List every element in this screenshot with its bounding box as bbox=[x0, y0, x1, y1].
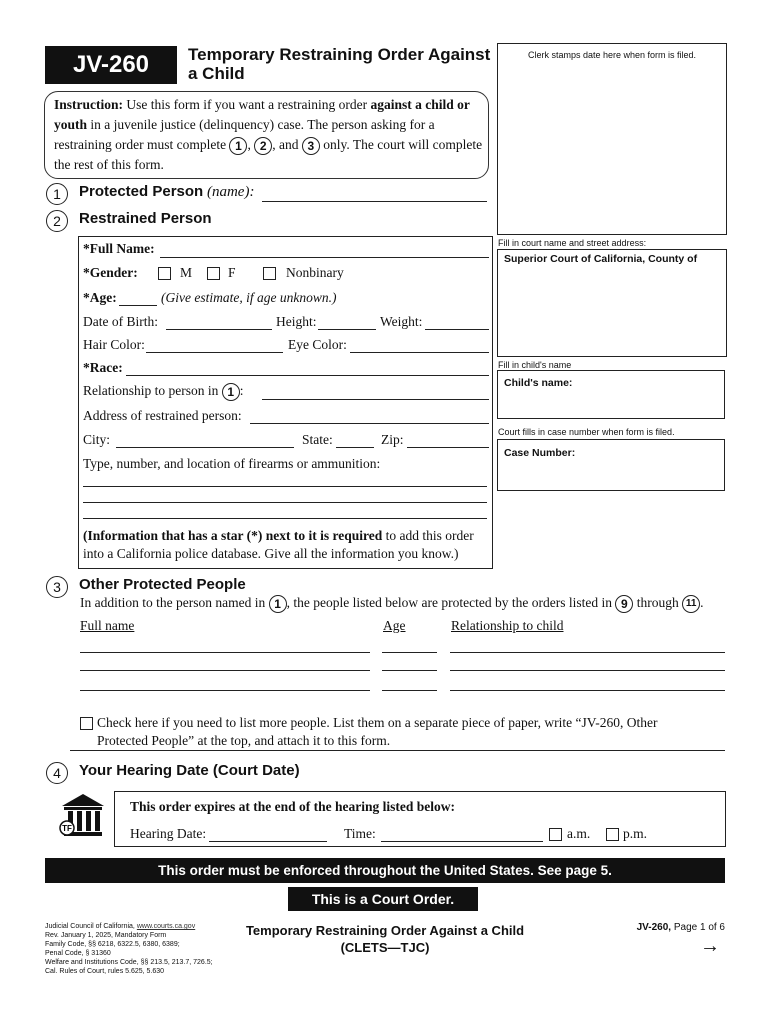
age-hint: (Give estimate, if age unknown.) bbox=[161, 290, 337, 305]
instruction-text-1: Use this form if you want a restraining order bbox=[126, 97, 368, 112]
more-people-text: Check here if you need to list more people. List them on a separate piece of paper, write “JV-260, Other Protected People” at the top, and attach it to this form. bbox=[97, 715, 658, 748]
more-people-checkbox[interactable] bbox=[80, 717, 93, 730]
footer-rev: Rev. January 1, 2025, Mandatory Form bbox=[45, 932, 167, 939]
full-name-label: *Full Name: bbox=[83, 241, 155, 256]
ref-item-1: 1 bbox=[229, 137, 247, 155]
gender-m-checkbox[interactable] bbox=[158, 267, 171, 280]
gender-f-label: F bbox=[228, 265, 236, 280]
other-rel-field-3[interactable] bbox=[450, 690, 725, 691]
clerk-stamp-box bbox=[497, 43, 727, 235]
zip-field[interactable] bbox=[407, 447, 489, 448]
pm-label: p.m. bbox=[623, 826, 648, 841]
other-rel-field-1[interactable] bbox=[450, 652, 725, 653]
ref-item-1: 1 bbox=[269, 595, 287, 613]
gender-nonbinary-label: Nonbinary bbox=[286, 265, 344, 280]
firearms-label: Type, number, and location of firearms or ammunition: bbox=[83, 456, 381, 471]
required-info-bold: (Information that has a star (*) next to it is required bbox=[83, 528, 383, 543]
dob-label: Date of Birth: bbox=[83, 314, 158, 329]
child-label: Fill in child's name bbox=[498, 360, 572, 370]
firearms-line-1[interactable] bbox=[83, 486, 487, 487]
section-3-intro bbox=[80, 595, 730, 613]
relationship-field[interactable] bbox=[262, 399, 489, 400]
svg-text:TF: TF bbox=[62, 824, 72, 833]
am-checkbox[interactable] bbox=[549, 828, 562, 841]
court-order-banner: This is a Court Order. bbox=[288, 887, 478, 911]
gender-row bbox=[83, 265, 138, 281]
court-box[interactable] bbox=[497, 249, 727, 357]
colon: : bbox=[239, 383, 244, 399]
other-rel-field-2[interactable] bbox=[450, 670, 725, 671]
col-full-name: Full name bbox=[80, 618, 135, 633]
race-field[interactable] bbox=[126, 375, 489, 376]
section-1-title: Protected Person bbox=[79, 183, 204, 200]
footer-page bbox=[600, 922, 725, 933]
footer-penal-code: Penal Code, § 31360 bbox=[45, 950, 111, 957]
ref-item-9: 9 bbox=[615, 595, 633, 613]
footer-welfare-code: Welfare and Institutions Code, §§ 213.5, 213.7, 726.5; bbox=[45, 959, 213, 966]
firearms-line-3[interactable] bbox=[83, 518, 487, 519]
form-id-badge: JV-260 bbox=[45, 46, 177, 84]
instruction-bold: against a child or youth bbox=[54, 97, 470, 132]
intro-text: In addition to the person named in bbox=[80, 595, 266, 611]
footer-council: Judicial Council of California, www.courts.ca.gov bbox=[45, 923, 196, 930]
state-field[interactable] bbox=[336, 447, 374, 448]
firearms-line-2[interactable] bbox=[83, 502, 487, 503]
form-title: Temporary Restraining Order Against a Child bbox=[188, 45, 491, 83]
page-number: Page 1 of 6 bbox=[673, 922, 725, 933]
age-field[interactable] bbox=[119, 305, 157, 306]
other-name-field-3[interactable] bbox=[80, 690, 370, 691]
section-3-title: Other Protected People bbox=[79, 576, 246, 593]
height-label: Height: bbox=[276, 314, 317, 329]
ref-item-2: 2 bbox=[254, 137, 272, 155]
section-1-heading bbox=[79, 183, 254, 201]
weight-label: Weight: bbox=[380, 314, 423, 329]
footer-family-code: Family Code, §§ 6218, 6322.5, 6380, 6389; bbox=[45, 941, 180, 948]
court-label: Fill in court name and street address: bbox=[498, 238, 647, 248]
height-field[interactable] bbox=[318, 329, 376, 330]
court-name-label: Superior Court of California, County of bbox=[504, 253, 698, 265]
courthouse-icon bbox=[58, 792, 108, 842]
time-label: Time: bbox=[344, 826, 376, 841]
ref-item-1: 1 bbox=[222, 383, 240, 401]
am-label: a.m. bbox=[567, 826, 591, 841]
zip-label: Zip: bbox=[381, 432, 404, 447]
time-field[interactable] bbox=[381, 841, 543, 842]
eye-color-label: Eye Color: bbox=[288, 337, 347, 352]
footer-title bbox=[230, 922, 540, 956]
relationship-text: Relationship to person in bbox=[83, 383, 219, 399]
case-number-label: Case Number: bbox=[504, 447, 576, 459]
period: . bbox=[700, 595, 704, 611]
dob-field[interactable] bbox=[166, 329, 272, 330]
required-info-note bbox=[83, 527, 487, 563]
ref-item-11: 11 bbox=[682, 595, 700, 613]
weight-field[interactable] bbox=[425, 329, 489, 330]
website-link[interactable]: www.courts.ca.gov bbox=[136, 923, 196, 930]
and-text: , and bbox=[272, 137, 299, 152]
footer-form-id: JV-260, bbox=[636, 922, 672, 933]
through-text: through bbox=[636, 595, 679, 611]
instruction-text-3: only. The court will complete the rest of this form. bbox=[54, 137, 483, 172]
instruction-label: Instruction: bbox=[54, 97, 124, 112]
ref-item-3: 3 bbox=[302, 137, 320, 155]
expires-text: This order expires at the end of the hearing listed below: bbox=[130, 799, 455, 814]
city-field[interactable] bbox=[116, 447, 294, 448]
other-name-field-1[interactable] bbox=[80, 652, 370, 653]
section-3-number: 3 bbox=[46, 576, 68, 598]
next-page-arrow-icon[interactable]: → bbox=[700, 935, 720, 957]
age-label: *Age: bbox=[83, 290, 117, 305]
eye-color-field[interactable] bbox=[350, 352, 489, 353]
footer-title-line: Temporary Restraining Order Against a Child bbox=[245, 923, 525, 938]
footer-subtitle: (CLETS—TJC) bbox=[340, 940, 430, 955]
footer-rules: Cal. Rules of Court, rules 5.625, 5.630 bbox=[45, 968, 165, 975]
required-info-rest: to add this order into a California police database. Give all the information you know.) bbox=[83, 528, 474, 561]
section-4-number: 4 bbox=[46, 762, 68, 784]
hair-color-field[interactable] bbox=[146, 352, 283, 353]
full-name-field[interactable] bbox=[160, 257, 489, 258]
section-3-divider bbox=[70, 750, 725, 751]
intro-mid-text: , the people listed below are protected by the orders listed in bbox=[286, 595, 612, 611]
gender-nonbinary-checkbox[interactable] bbox=[263, 267, 276, 280]
child-name-box[interactable] bbox=[497, 370, 725, 419]
section-4-title: Your Hearing Date (Court Date) bbox=[79, 762, 300, 779]
hearing-date-field[interactable] bbox=[209, 841, 327, 842]
address-field[interactable] bbox=[250, 423, 489, 424]
gender-f-checkbox[interactable] bbox=[207, 267, 220, 280]
section-1-number: 1 bbox=[46, 183, 68, 205]
enforced-banner: This order must be enforced throughout the United States. See page 5. bbox=[45, 858, 725, 883]
section-2-title: Restrained Person bbox=[79, 210, 212, 227]
address-label: Address of restrained person: bbox=[83, 408, 242, 423]
hair-color-label: Hair Color: bbox=[83, 337, 145, 352]
protected-person-name-field[interactable] bbox=[262, 201, 487, 202]
other-age-field-3[interactable] bbox=[382, 690, 437, 691]
race-label: *Race: bbox=[83, 360, 123, 375]
other-age-field-1[interactable] bbox=[382, 652, 437, 653]
case-number-box[interactable] bbox=[497, 439, 725, 491]
pm-checkbox[interactable] bbox=[606, 828, 619, 841]
col-relationship: Relationship to child bbox=[451, 618, 564, 633]
case-number-hint: Court fills in case number when form is filed. bbox=[498, 427, 675, 437]
instruction-text bbox=[54, 95, 494, 175]
gender-label: *Gender: bbox=[83, 265, 138, 280]
gender-m-label: M bbox=[180, 265, 193, 280]
city-label: City: bbox=[83, 432, 111, 447]
footer-citations bbox=[45, 922, 245, 976]
child-name-label: Child's name: bbox=[504, 377, 573, 389]
hearing-date-label: Hearing Date: bbox=[130, 826, 207, 841]
protected-person-name-label: (name): bbox=[206, 184, 255, 200]
relationship-label bbox=[83, 383, 244, 401]
state-label: State: bbox=[302, 432, 333, 447]
section-2-number: 2 bbox=[46, 210, 68, 232]
restrained-person-box bbox=[78, 236, 493, 569]
other-age-field-2[interactable] bbox=[382, 670, 437, 671]
comma: , bbox=[247, 137, 251, 152]
clerk-stamp-label: Clerk stamps date here when form is filed. bbox=[527, 50, 697, 60]
instruction-text-2: in a juvenile justice (delinquency) case. The person asking for a restraining order must complete bbox=[54, 117, 435, 152]
other-name-field-2[interactable] bbox=[80, 670, 370, 671]
col-age: Age bbox=[383, 618, 406, 633]
